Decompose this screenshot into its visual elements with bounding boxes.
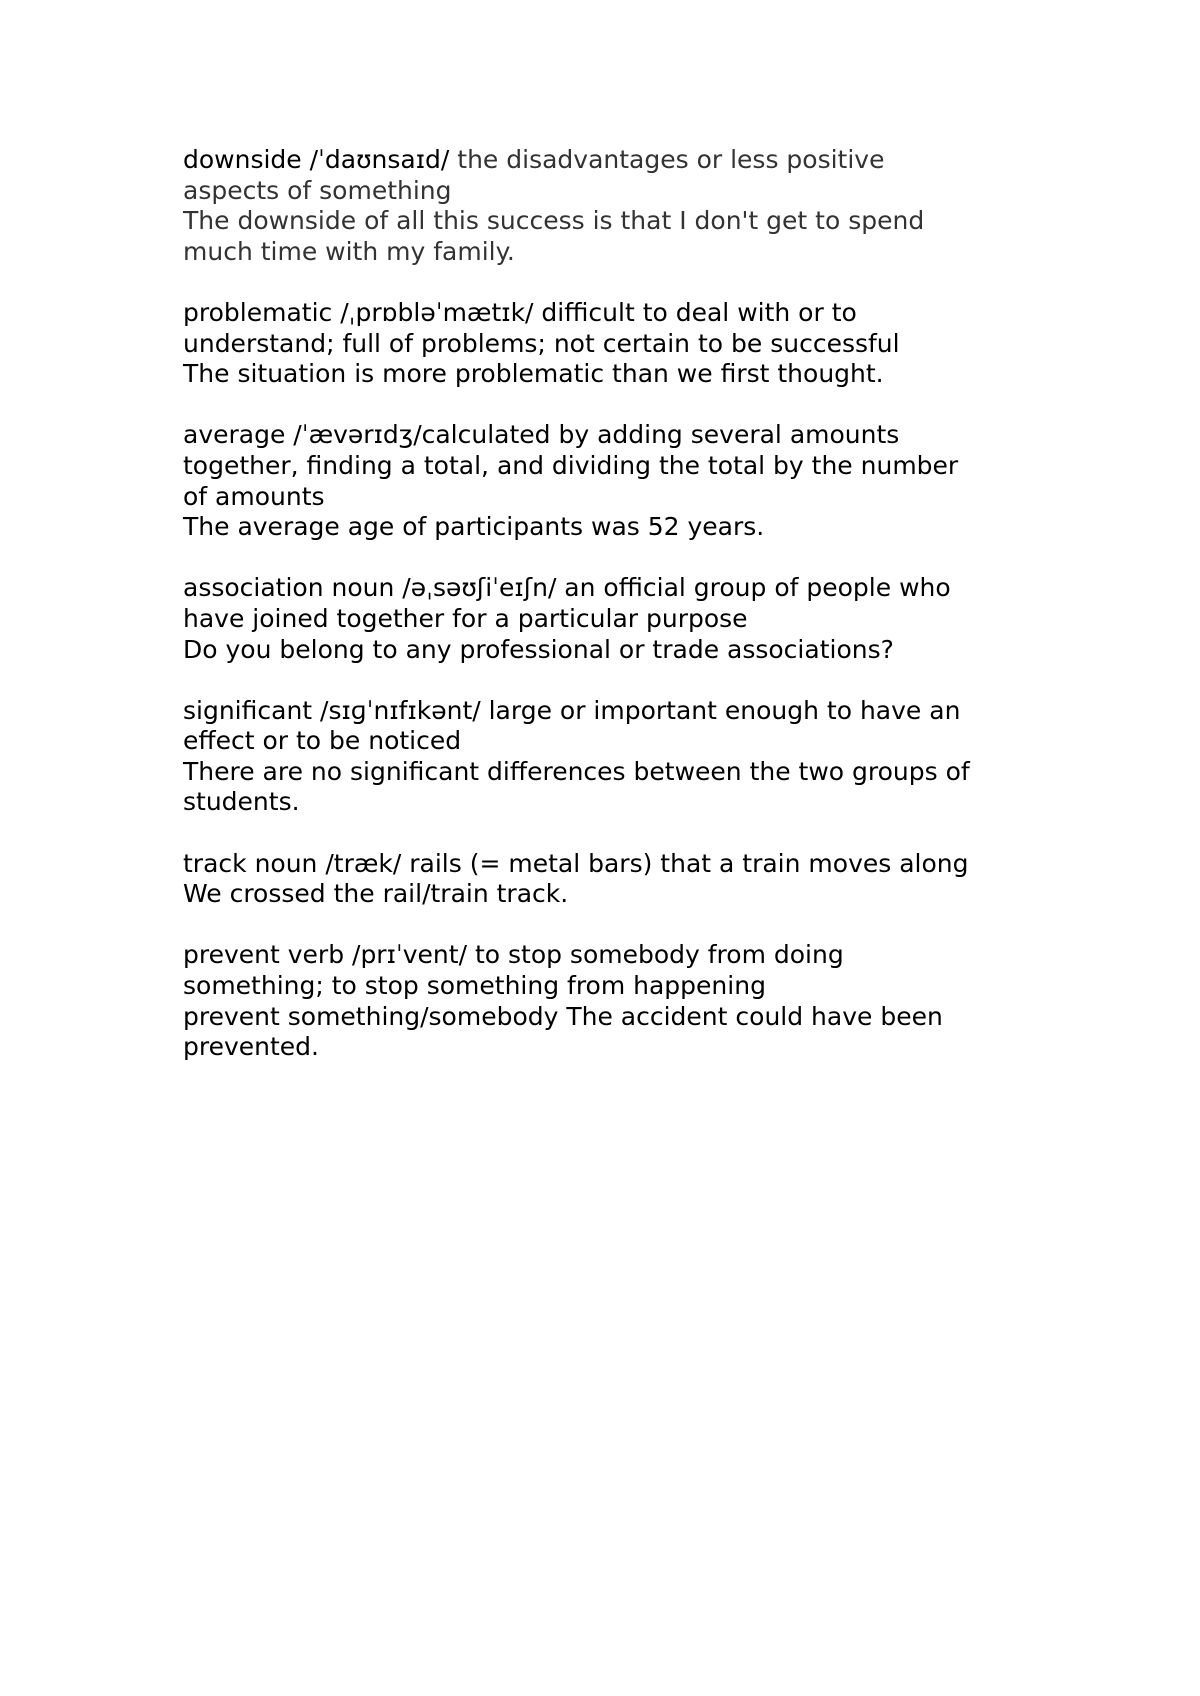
example-sentence: Do you belong to any professional or trade associations?	[183, 634, 894, 664]
vocabulary-list	[183, 145, 1043, 1093]
example-sentence: We crossed the rail/train track.	[183, 879, 569, 909]
example-sentence: The situation is more problematic than we first thought.	[183, 359, 884, 389]
entry-line: problematic /ˌprɒbləˈmætɪk/ difficult to deal with or to	[183, 297, 857, 327]
example-sentence: prevent something/somebody The accident could have been	[183, 1001, 943, 1031]
entry-line: significant /sɪɡˈnɪfɪkənt/ large or important enough to have an	[183, 695, 961, 725]
entry-prevent	[183, 940, 1043, 1062]
example-sentence: The downside of all this success is that I don't get to spend	[183, 206, 925, 236]
entry-line: effect or to be noticed	[183, 726, 462, 756]
entry-line: understand; full of problems; not certain to be successful	[183, 328, 900, 358]
entry-significant	[183, 696, 1043, 818]
entry-line: together, finding a total, and dividing the total by the number	[183, 450, 959, 480]
example-sentence: students.	[183, 787, 300, 817]
entry-line	[183, 145, 1043, 176]
example-sentence: prevented.	[183, 1032, 319, 1062]
example-sentence: The average age of participants was 52 years.	[183, 512, 765, 542]
entry-line: prevent verb /prɪˈvent/ to stop somebody from doing	[183, 940, 844, 970]
entry-association	[183, 573, 1043, 665]
entry-line: of amounts	[183, 481, 325, 511]
entry-average	[183, 420, 1043, 542]
definition-text: the disadvantages or less positive	[449, 145, 885, 174]
entry-line: aspects of something	[183, 175, 452, 205]
example-sentence: much time with my family.	[183, 236, 515, 266]
entry-track	[183, 849, 1043, 910]
entry-downside	[183, 145, 1043, 267]
entry-line: have joined together for a particular purpose	[183, 603, 748, 633]
entry-line: track noun /træk/ rails (= metal bars) that a train moves along	[183, 848, 969, 878]
entry-line: association noun /əˌsəʊʃiˈeɪʃn/ an official group of people who	[183, 573, 951, 603]
example-sentence: There are no significant differences between the two groups of	[183, 756, 970, 786]
entry-line: average /ˈævərɪdʒ/calculated by adding several amounts	[183, 420, 900, 450]
entry-line: something; to stop something from happening	[183, 971, 766, 1001]
entry-problematic	[183, 298, 1043, 390]
headword: downside /ˈdaʊnsaɪd/	[183, 145, 450, 174]
